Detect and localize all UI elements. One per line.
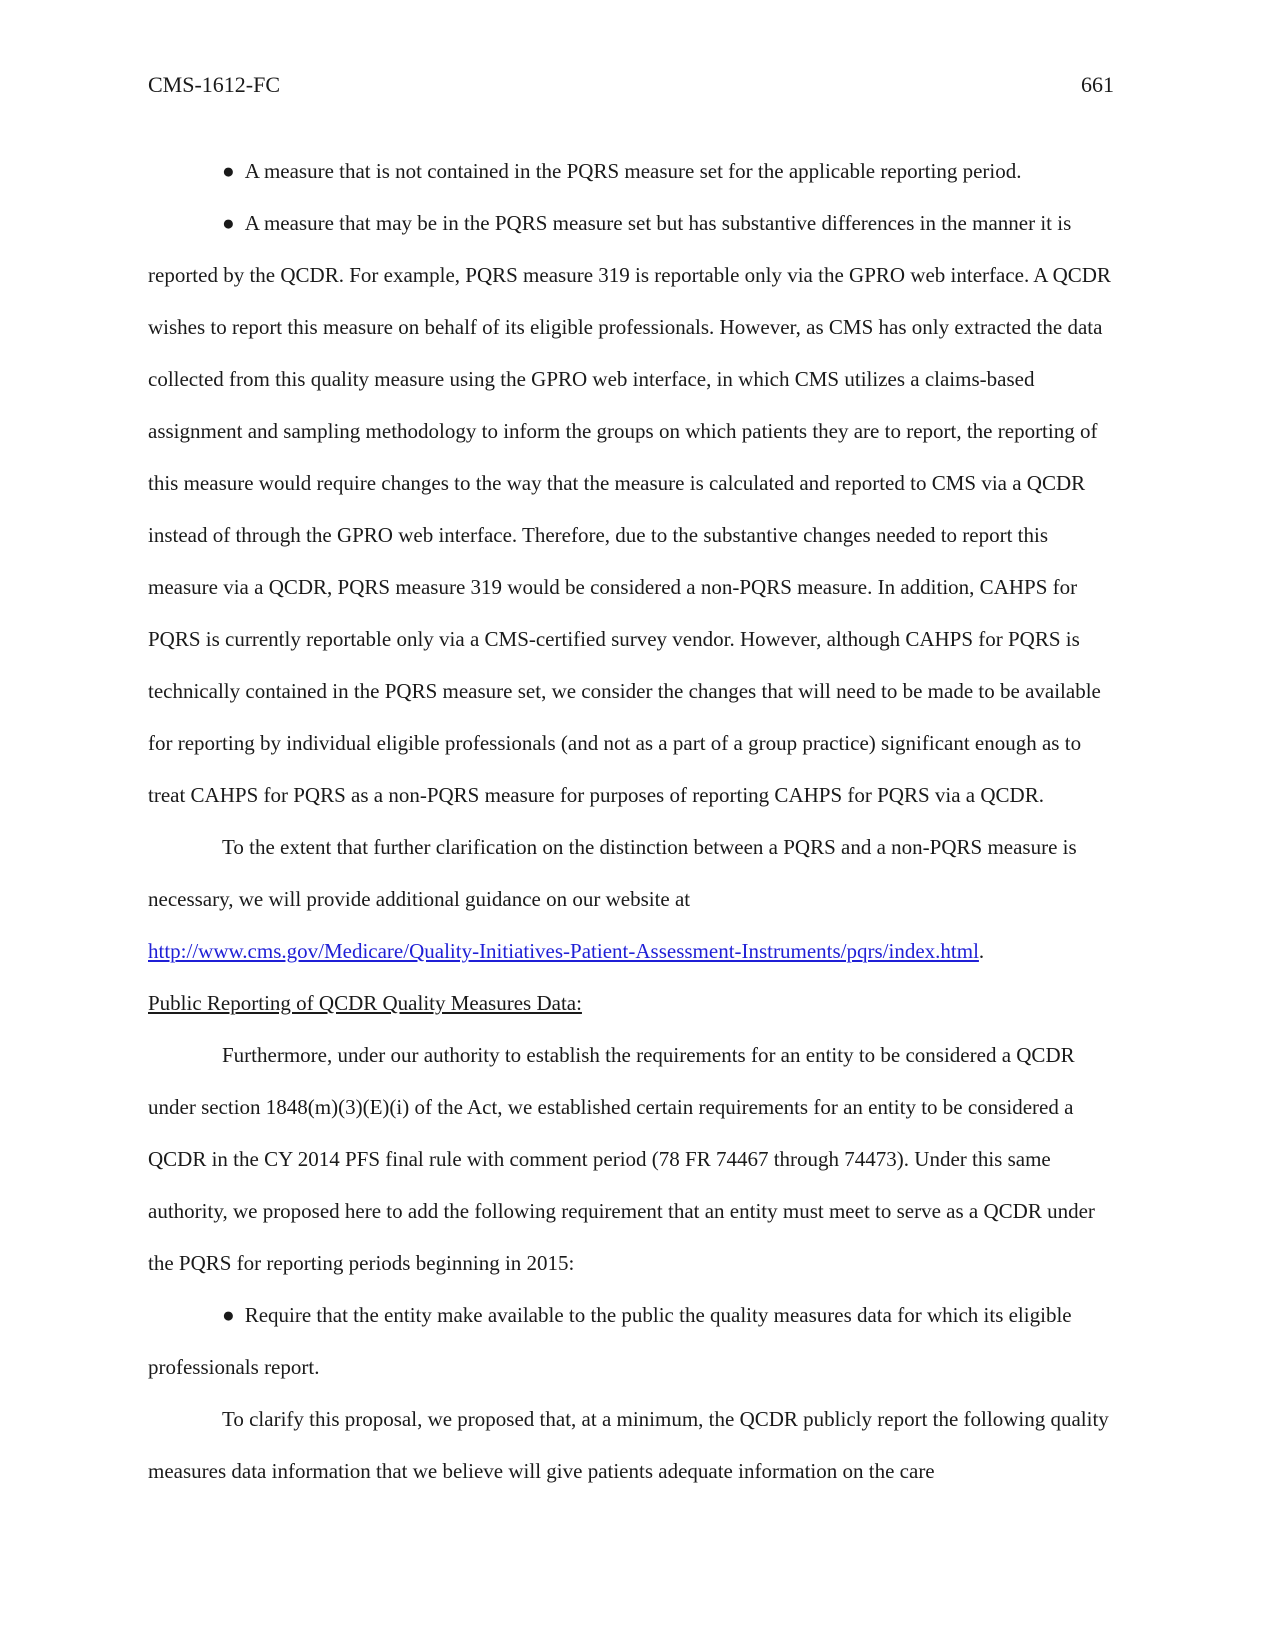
paragraph-authority: Furthermore, under our authority to establish the requirements for an entity to be considered a QCDR under section 1848(m)(3)(E)(i) of the Act, we established certain requirements for an entity to be considered a QCDR in the CY 2014 PFS final rule with comment period (78 FR 74467 through 74473). Under this same authority, we proposed here to add the following requirement that an entity must meet to serve as a QCDR under the PQRS for reporting periods beginning in 2015: bbox=[148, 1043, 1095, 1275]
document-body bbox=[148, 145, 1114, 1497]
paragraph-clarification bbox=[148, 821, 1114, 925]
bullet-text: A measure that may be in the PQRS measure set but has substantive differences in the manner it is reported by the QCDR. For example, PQRS measure 319 is reportable only via the GPRO web interface. A QCDR wishes to report this measure on behalf of its eligible professionals. However, as CMS has only extracted the data collected from this quality measure using the GPRO web interface, in which CMS utilizes a claims-based assignment and sampling methodology to inform the groups on which patients they are to report, the reporting of this measure would require changes to the way that the measure is calculated and reported to CMS via a QCDR instead of through the GPRO web interface. Therefore, due to the substantive changes needed to report this measure via a QCDR, PQRS measure 319 would be considered a non-PQRS measure. In addition, CAHPS for PQRS is currently reportable only via a CMS-certified survey vendor. However, although CAHPS for PQRS is technically contained in the PQRS measure set, we consider the changes that will need to be made to be available for reporting by individual eligible professionals (and not as a part of a group practice) significant enough as to treat CAHPS for PQRS as a non-PQRS measure for purposes of reporting CAHPS for PQRS via a QCDR. bbox=[148, 211, 1111, 807]
paragraph-clarify-proposal: To clarify this proposal, we proposed that, at a minimum, the QCDR publicly report the following quality measures data information that we believe will give patients adequate information on the care bbox=[148, 1407, 1109, 1483]
bullet-text: Require that the entity make available to the public the quality measures data for which its eligible professionals report. bbox=[148, 1303, 1072, 1379]
pqrs-website-link[interactable]: http://www.cms.gov/Medicare/Quality-Initiatives-Patient-Assessment-Instruments/pqrs/index.html bbox=[148, 939, 979, 963]
paragraph-text: To the extent that further clarification on the distinction between a PQRS and a non-PQRS measure is necessary, we will provide additional guidance on our website at bbox=[148, 835, 1077, 911]
page-number: 661 bbox=[1081, 72, 1114, 97]
bullet-icon: ● bbox=[222, 211, 235, 235]
section-heading: Public Reporting of QCDR Quality Measures Data: bbox=[148, 991, 582, 1015]
bullet-item-non-pqrs-measure bbox=[148, 145, 1114, 197]
bullet-icon: ● bbox=[222, 1303, 235, 1327]
document-id: CMS-1612-FC bbox=[148, 72, 281, 97]
page-header bbox=[148, 72, 1114, 102]
bullet-item-public-reporting bbox=[148, 1289, 1114, 1393]
link-line bbox=[148, 925, 1114, 977]
bullet-icon: ● bbox=[222, 159, 235, 183]
link-trailing-period: . bbox=[978, 939, 985, 963]
bullet-item-substantive-differences bbox=[148, 197, 1114, 821]
bullet-text: A measure that is not contained in the PQRS measure set for the applicable reporting period. bbox=[244, 159, 1022, 183]
